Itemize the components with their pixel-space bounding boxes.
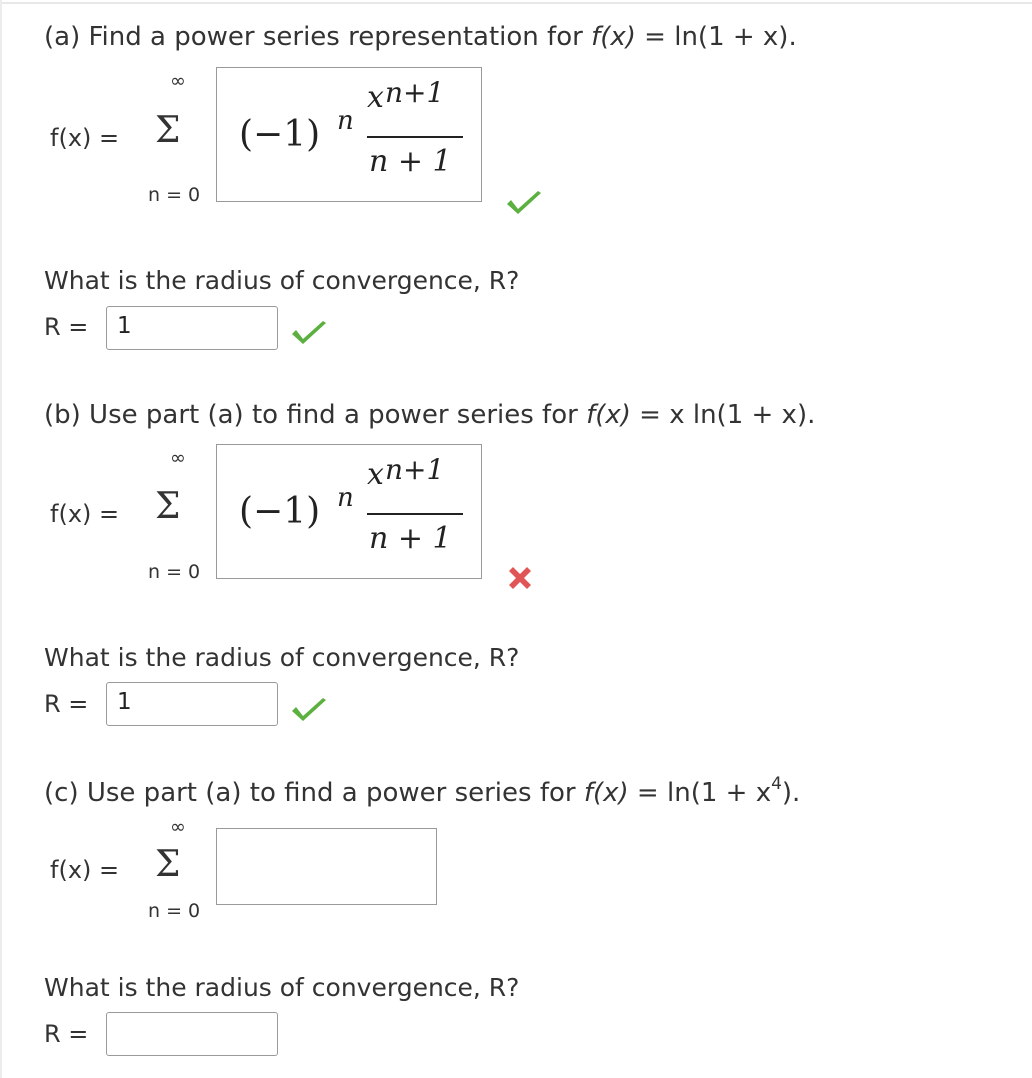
part-c-answer-box[interactable]: [216, 828, 437, 905]
part-c-question: (c) Use part (a) to find a power series for $f(x) = \ln(1 + x^4)$.: [44, 774, 801, 808]
part-b-radius-question: What is the radius of convergence, R?: [44, 643, 520, 672]
part-b-sum-upper: ∞: [170, 447, 186, 469]
part-b-answer-numerator: x: [367, 457, 384, 492]
check-icon: [290, 697, 328, 723]
part-a-question: (a) Find a power series representation for f(x) = ln(1 + x).: [44, 22, 797, 52]
part-a-answer-numerator: x: [367, 80, 384, 115]
part-c-radius-label: R =: [44, 1020, 89, 1048]
part-c-sigma-icon: Σ: [155, 844, 181, 885]
part-a-sum-upper: ∞: [170, 70, 186, 92]
part-b-radius-label: R =: [44, 690, 89, 718]
part-a-series-label: f(x) =: [50, 124, 120, 152]
part-b-answer-box[interactable]: [216, 444, 482, 579]
part-c-radius-input[interactable]: [106, 1012, 278, 1056]
part-a-answer-base: (−1): [239, 114, 321, 155]
part-b-answer-denominator: n + 1: [369, 521, 452, 556]
part-a-sigma-icon: Σ: [155, 110, 181, 151]
part-b-sum-lower: n = 0: [148, 561, 201, 583]
part-c-series-label: f(x) =: [50, 856, 120, 884]
part-b-radius-input[interactable]: 1: [106, 682, 278, 726]
part-c-sum-lower: n = 0: [148, 900, 201, 922]
cross-icon: [505, 563, 535, 593]
part-b-answer-numerator-exp: n+1: [385, 453, 445, 486]
check-icon: [505, 190, 543, 216]
top-divider: [0, 2, 1032, 4]
part-a-sum-lower: n = 0: [148, 184, 201, 206]
part-b-question: (b) Use part (a) to find a power series for f(x) = x ln(1 + x).: [44, 400, 816, 430]
part-b-series-label: f(x) =: [50, 500, 120, 528]
check-icon: [290, 320, 328, 346]
part-a-radius-label: R =: [44, 313, 89, 341]
part-a-answer-denominator: n + 1: [369, 144, 452, 179]
part-c-radius-question: What is the radius of convergence, R?: [44, 973, 520, 1002]
part-a-radius-question: What is the radius of convergence, R?: [44, 266, 520, 295]
part-a-answer-exponent: n: [337, 106, 354, 136]
part-b-answer-base: (−1): [239, 491, 321, 532]
part-a-radius-input[interactable]: 1: [106, 306, 278, 350]
part-a-fraction-bar: [367, 136, 463, 138]
part-b-fraction-bar: [367, 513, 463, 515]
part-a-answer-box[interactable]: [216, 67, 482, 202]
part-a-answer-numerator-exp: n+1: [385, 76, 445, 109]
part-b-sigma-icon: Σ: [155, 486, 181, 527]
part-c-sum-upper: ∞: [170, 816, 186, 838]
left-divider: [0, 0, 2, 1078]
part-b-answer-exponent: n: [337, 483, 354, 513]
